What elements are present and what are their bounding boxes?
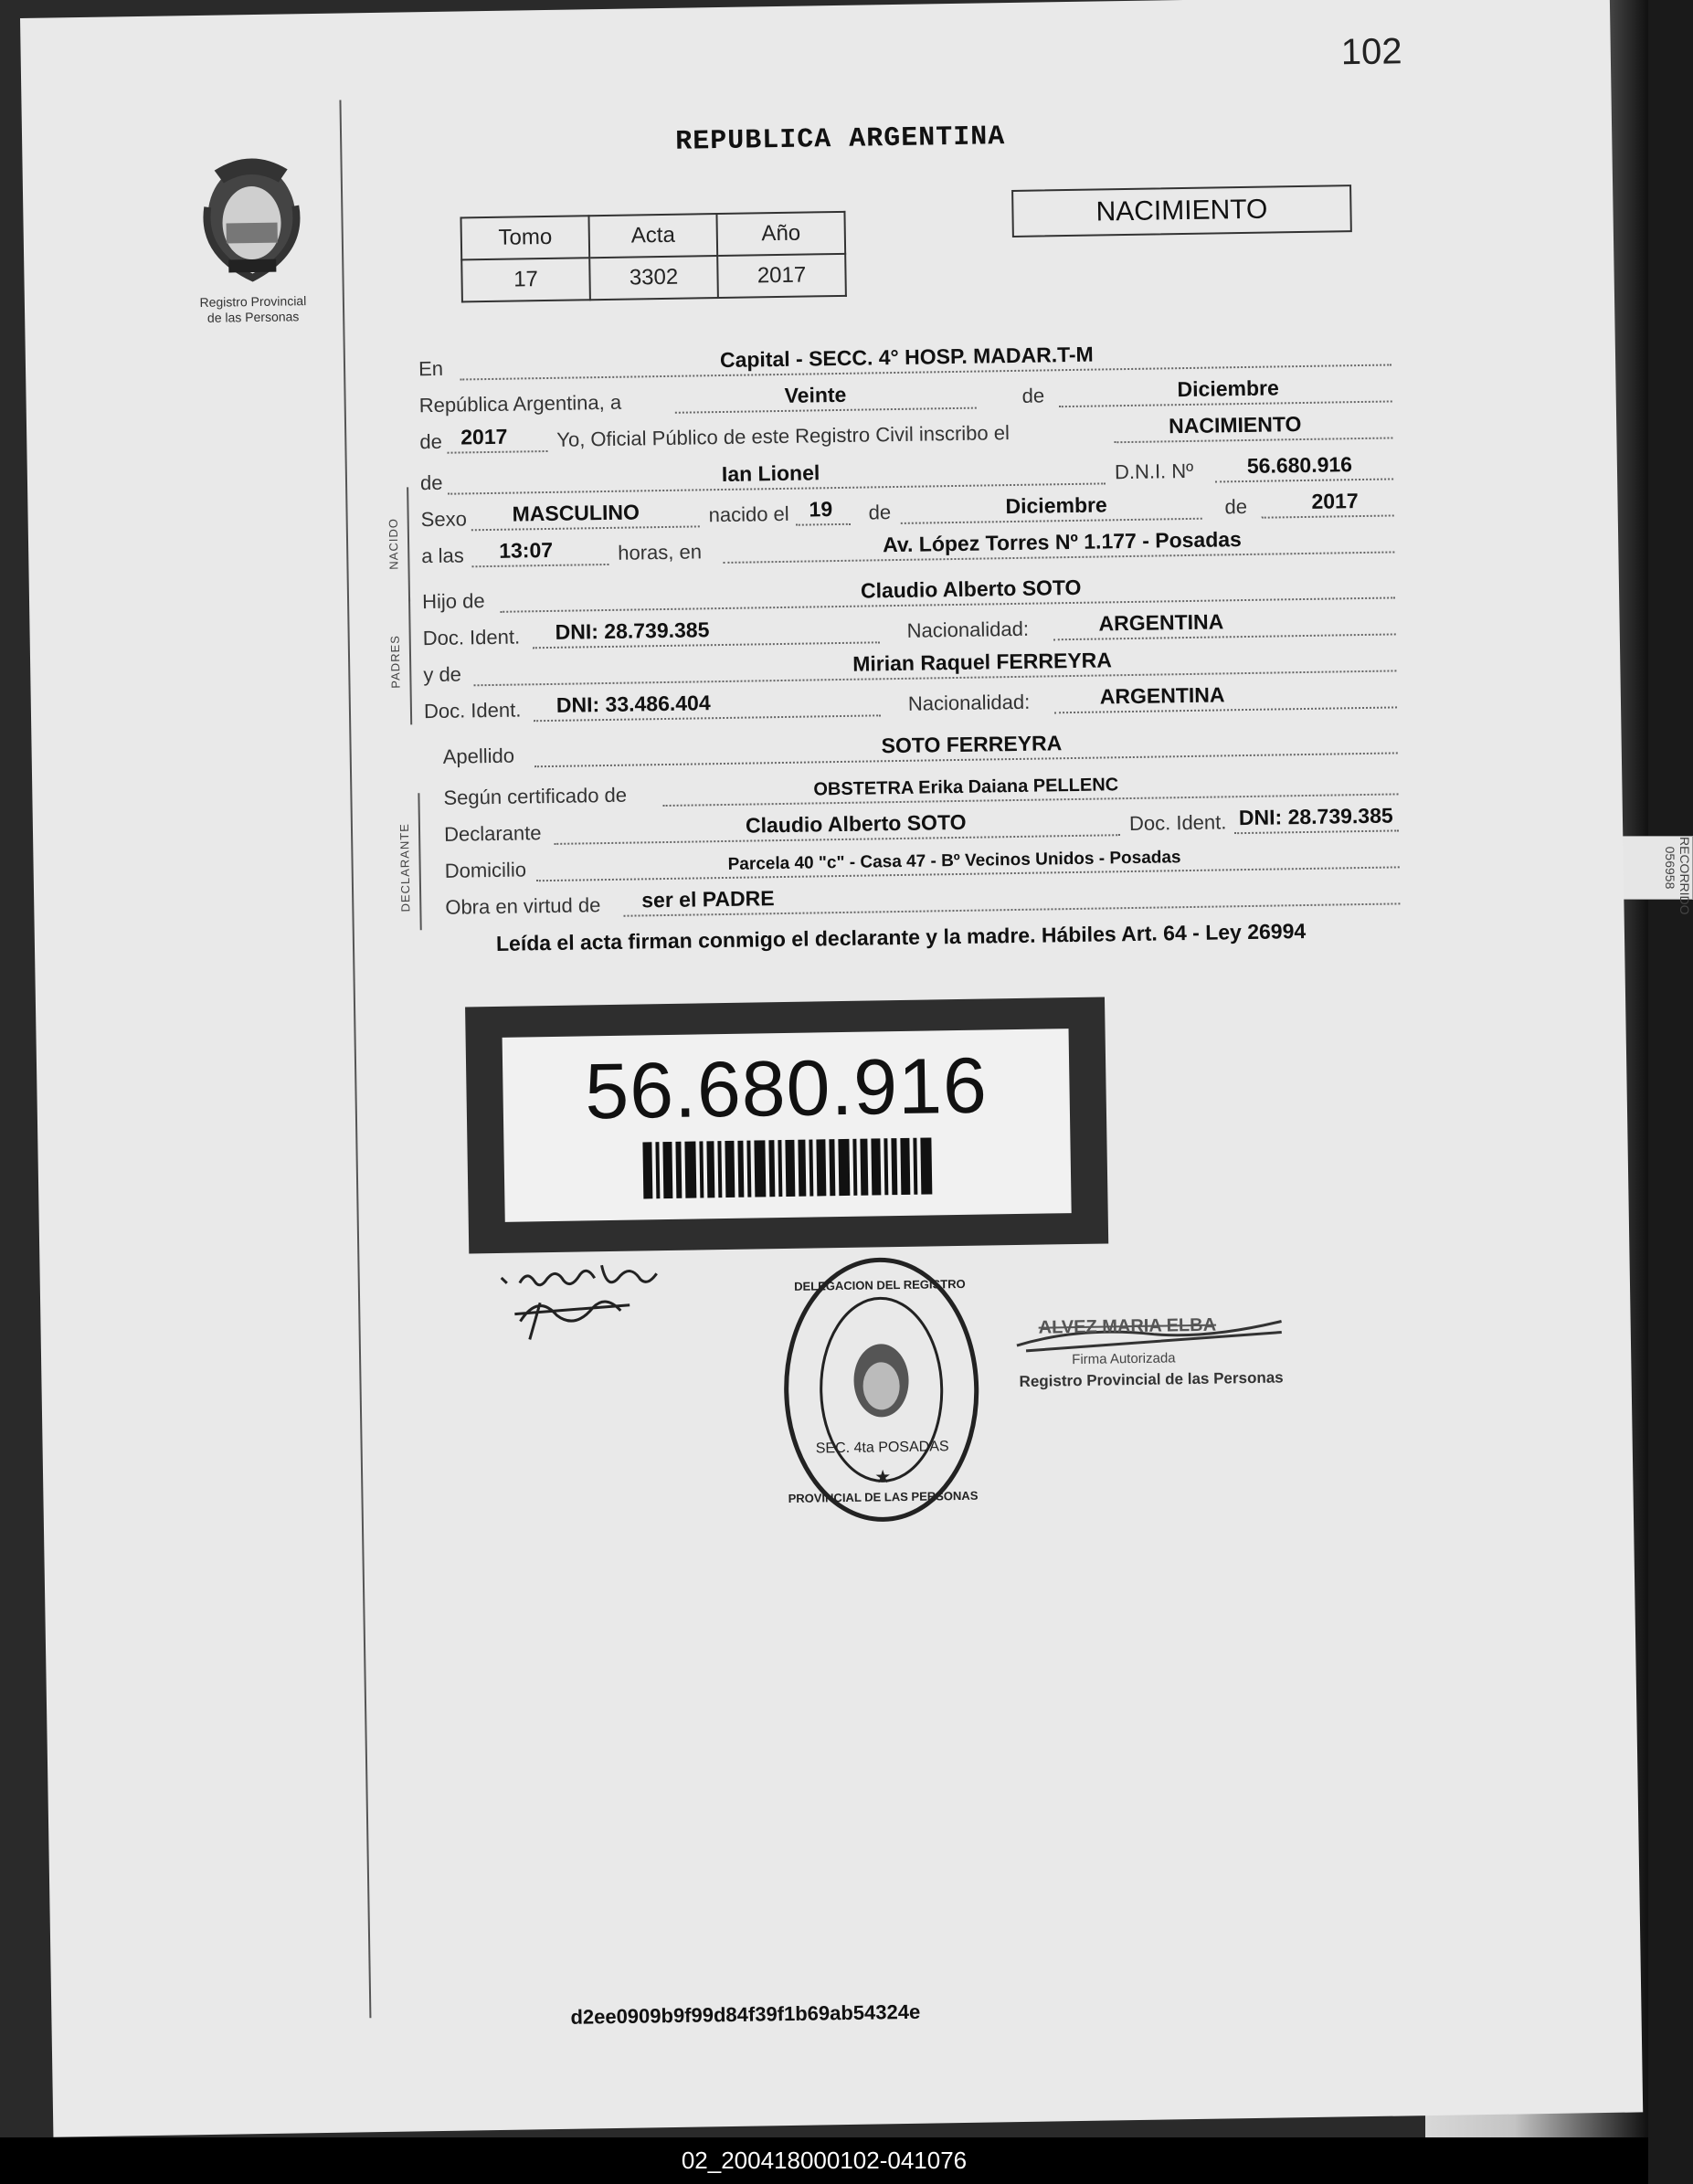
emblem-caption-line2: de las Personas: [206, 309, 300, 325]
value-birth-year: 2017: [1311, 489, 1359, 513]
label-doc-ident: Doc. Ident.: [422, 625, 521, 650]
page-title: REPUBLICA ARGENTINA: [674, 121, 1006, 158]
registry-value-anio: 2017: [717, 254, 846, 298]
dni-sticker: [465, 997, 1108, 1253]
dotted-line: [471, 525, 700, 531]
value-birth-place: Av. López Torres Nº 1.177 - Posadas: [882, 527, 1243, 557]
value-inscribo: NACIMIENTO: [1168, 412, 1302, 438]
dotted-line: [1215, 478, 1393, 482]
document-type-box: NACIMIENTO: [1011, 185, 1352, 237]
label-de-month: de: [1224, 494, 1248, 519]
value-surname: SOTO FERREYRA: [881, 731, 1063, 758]
registry-emblem: [164, 151, 340, 345]
value-mother-nationality: ARGENTINA: [1099, 682, 1225, 709]
dni-sticker-number: 56.680.916: [584, 1041, 989, 1136]
dotted-line: [1262, 514, 1394, 518]
registry-table: [460, 211, 846, 303]
label-nacionalidad2: Nacionalidad:: [907, 690, 1031, 715]
value-month: Diciembre: [1177, 375, 1279, 402]
emblem-caption-line1: Registro Provincial: [199, 293, 307, 310]
label-de-day: de: [868, 501, 892, 524]
section-bar: [418, 793, 421, 930]
svg-text:PROVINCIAL DE LAS PERSONAS: PROVINCIAL DE LAS PERSONAS: [788, 1488, 979, 1505]
value-time: 13:07: [499, 537, 554, 563]
dotted-line: [1059, 400, 1392, 407]
coat-of-arms-icon: [186, 151, 316, 290]
value-obra: ser el PADRE: [641, 886, 775, 913]
label-de-year: de: [419, 429, 443, 454]
dotted-line: [1114, 437, 1392, 443]
registry-header-tomo: Tomo: [460, 216, 589, 259]
label-oficial: Yo, Oficial Público de este Registro Civil inscribo el: [556, 421, 1011, 451]
label-sexo: Sexo: [420, 507, 468, 532]
svg-text:DELEGACION DEL REGISTRO: DELEGACION DEL REGISTRO: [794, 1276, 966, 1293]
value-mother: Mirian Raquel FERREYRA: [852, 648, 1113, 676]
value-certificate: OBSTETRA Erika Daiana PELLENC: [813, 775, 1119, 800]
page-number: 102: [1340, 31, 1402, 73]
section-label-declarante: DECLARANTE: [397, 822, 413, 913]
section-label-padres: PADRES: [387, 635, 403, 689]
label-de: de: [1021, 384, 1045, 407]
label-nacido-el: nacido el: [708, 501, 789, 527]
side-label: RECORRIDO 056958: [1529, 836, 1693, 900]
svg-text:SEC. 4ta POSADAS: SEC. 4ta POSADAS: [815, 1439, 949, 1457]
label-hijo-de: Hijo de: [421, 589, 485, 614]
official-name: ALVEZ MARIA ELBA: [1038, 1314, 1217, 1338]
label-nacionalidad: Nacionalidad:: [906, 617, 1030, 642]
value-place: Capital - SECC. 4° HOSP. MADAR.T-M: [719, 342, 1094, 373]
registry-value-tomo: 17: [461, 258, 590, 301]
registry-header-acta: Acta: [588, 214, 717, 258]
label-horas-en: horas, en: [618, 540, 703, 564]
dotted-line: [1234, 829, 1399, 834]
closing-text: Leída el acta firman conmigo el declarante y la madre. Hábiles Art. 64 - Ley 26994: [495, 919, 1307, 955]
label-doc-ident2: Doc. Ident.: [423, 698, 522, 723]
value-year: 2017: [460, 424, 508, 449]
dotted-line: [675, 407, 977, 414]
section-bar: [407, 487, 410, 601]
label-doc-ident3: Doc. Ident.: [1128, 810, 1227, 836]
value-birth-month: Diciembre: [1005, 492, 1107, 519]
official-seal: [778, 1251, 985, 1528]
value-declarant-dni: DNI: 28.739.385: [1238, 803, 1393, 830]
dotted-line: [796, 523, 851, 526]
section-label-nacido: NACIDO: [386, 517, 401, 570]
margin-line: [339, 100, 371, 2018]
value-father-dni: DNI: 28.739.385: [555, 617, 710, 644]
official-role: Firma Autorizada: [1072, 1350, 1176, 1368]
value-address: Parcela 40 "c" - Casa 47 - Bº Vecinos Unidos - Posadas: [727, 848, 1181, 874]
label-en: En: [418, 356, 444, 381]
dotted-line: [471, 564, 608, 567]
label-segun: Según certificado de: [443, 783, 628, 809]
official-office: Registro Provincial de las Personas: [1019, 1368, 1284, 1391]
label-de-name: de: [419, 470, 443, 495]
value-mother-dni: DNI: 33.486.404: [556, 691, 711, 717]
label-obra: Obra en virtud de: [445, 893, 601, 919]
value-father: Claudio Alberto SOTO: [860, 575, 1082, 603]
value-day: Veinte: [784, 382, 847, 407]
birth-certificate-page: [20, 0, 1643, 2137]
document-hash: d2ee0909b9f99d84f39f1b69ab54324e: [570, 1999, 921, 2029]
dotted-line: [448, 450, 548, 454]
label-republica: República Argentina, a: [418, 390, 622, 417]
dotted-line: [901, 518, 1202, 524]
label-apellido: Apellido: [442, 744, 515, 768]
value-dni: 56.680.916: [1246, 452, 1353, 478]
value-birth-day: 19: [809, 497, 833, 522]
value-declarant: Claudio Alberto SOTO: [745, 809, 967, 838]
scan-id-footer: 02_200418000102-041076: [0, 2137, 1648, 2184]
svg-text:★: ★: [874, 1467, 892, 1488]
label-y-de: y de: [423, 662, 462, 687]
label-domicilio: Domicilio: [444, 858, 527, 882]
section-bar: [408, 596, 412, 724]
value-name: Ian Lionel: [721, 460, 820, 486]
declarant-signature: [492, 1255, 694, 1349]
value-father-nationality: ARGENTINA: [1098, 609, 1224, 636]
registry-header-anio: Año: [716, 212, 845, 256]
barcode: [503, 1135, 1071, 1201]
value-sex: MASCULINO: [512, 500, 640, 526]
label-dni: D.N.I. Nº: [1114, 459, 1194, 484]
label-a-las: a las: [421, 543, 464, 568]
registry-value-acta: 3302: [589, 256, 718, 300]
label-declarante: Declarante: [443, 821, 542, 846]
